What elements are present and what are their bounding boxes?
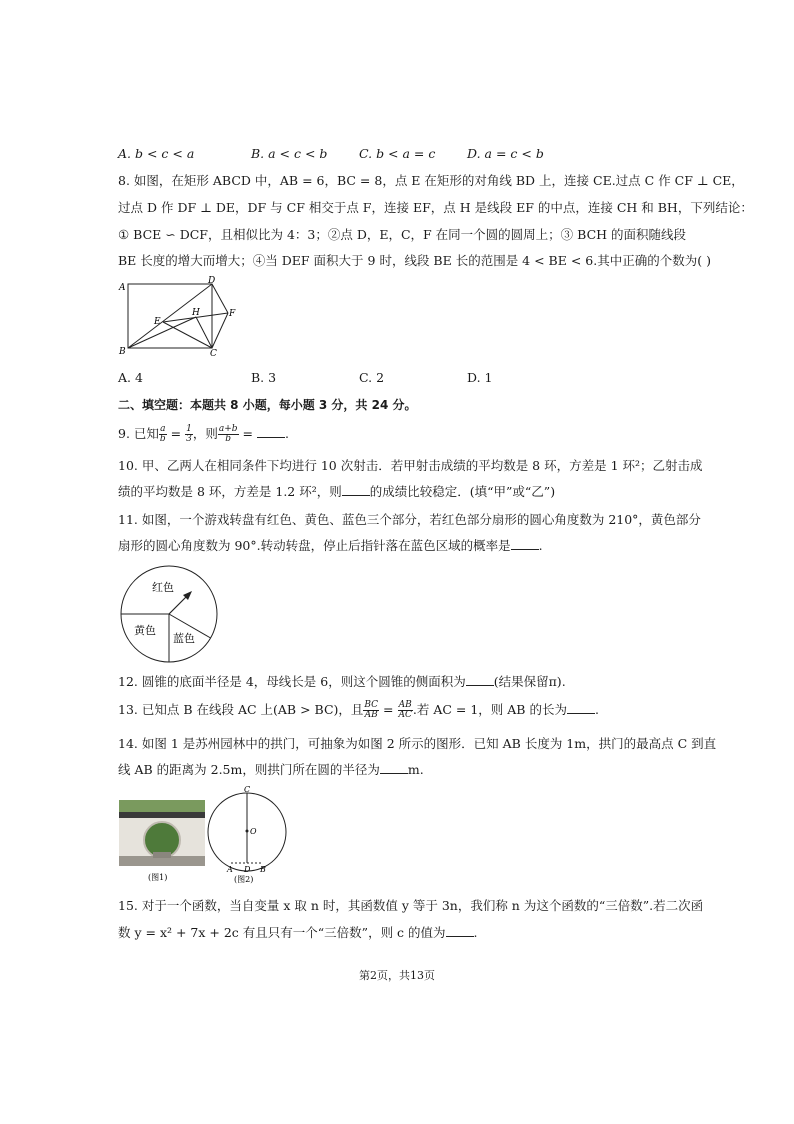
q7-option-d: D. a = c < b [467,146,544,161]
q8-option-d: D. 1 [467,370,493,385]
q7-option-b: B. a < c < b [251,146,328,161]
q8-label-d: D [208,276,216,286]
q11-line-2: 扇形的圆心角度数为 90°.转动转盘，停止后指针落在蓝色区域的概率是 . [118,538,543,553]
q7-option-a: A. b < c < a [118,146,195,161]
q14-line-2: 线 AB 的距离为 2.5m，则拱门所在圆的半径为 m. [118,762,424,777]
q8-option-b: B. 3 [251,370,277,385]
q9-fraction-2: $\frac{1}{3}$ [186,424,192,444]
q14-figure-1-photo [119,800,205,882]
q14-fig2-caption: (图2) [234,875,254,884]
q8-line-4: BE 长度的增大而增大；④当 DEF 面积大于 9 时，线段 BE 长的范围是 4 < BE < 6.其中正确的个数为( ) [118,253,711,268]
q8-line-3: ① BCE ∽ DCF，且相似比为 4：3；②点 D，E，C，F 在同一个圆的圆周上；③ BCH 的面积随线段 [118,227,687,242]
q8-line-2: 过点 D 作 DF ⊥ DE，DF 与 CF 相交于点 F，连接 EF，点 H 是线段 EF 的中点，连接 CH 和 BH，下列结论： [118,200,753,215]
q14-label-d: D [244,865,251,874]
q13-line: 13. 已知点 B 在线段 AC 上(AB > BC)，且 $\frac{BC}{AB}$ = $\frac{AB}{AC}$ .若 AC = 1，则 AB 的长为 . [118,700,599,720]
q14-answer-blank[interactable] [380,761,408,774]
q11-answer-blank[interactable] [511,537,539,550]
q8-option-a: A. 4 [118,370,143,385]
q11-spinner-figure [116,564,224,664]
q8-line-1: 8. 如图，在矩形 ABCD 中，AB = 6，BC = 8，点 E 在矩形的对角线 BD 上，连接 CE.过点 C 作 CF ⊥ CE， [118,173,744,188]
q11-label-red: 红色 [152,581,174,594]
q11-line-1: 11. 如图，一个游戏转盘有红色、黄色、蓝色三个部分，若红色部分扇形的圆心角度数为 210°，黄色部分 [118,512,701,527]
q10-line-1: 10. 甲、乙两人在相同条件下均进行 10 次射击．若甲射击成绩的平均数是 8 环，方差是 1 环²；乙射击成 [118,458,703,473]
q8-label-e: E [154,317,161,327]
q8-label-c: C [210,349,217,358]
page-footer: 第2页，共13页 [359,969,435,982]
q14-figure-2-diagram [206,786,296,886]
q14-label-o: O [250,827,257,836]
q9-line: 9. 已知 $\frac{a}{b}$ = $\frac{1}{3}$ ，则 $\frac{a+b}{b}$ = . [118,424,289,444]
q15-line-2: 数 y = x² + 7x + 2c 有且只有一个“三倍数”，则 c 的值为 . [118,925,478,940]
q9-fraction-1: $\frac{a}{b}$ [159,424,166,444]
q15-answer-blank[interactable] [446,924,474,937]
q8-label-h: H [192,308,200,318]
q14-line-1: 14. 如图 1 是苏州园林中的拱门，可抽象为如图 2 所示的图形．已知 AB 长度为 1m，拱门的最高点 C 到直 [118,736,717,751]
q13-fraction-1: $\frac{BC}{AB}$ [364,700,379,720]
section-heading: 二、填空题：本题共 8 小题，每小题 3 分，共 24 分。 [118,398,417,412]
q14-label-a: A [227,865,233,874]
q14-fig1-caption: (图1) [148,873,168,882]
q13-answer-blank[interactable] [567,701,595,714]
q7-option-c: C. b < a = c [359,146,436,161]
q9-answer-blank[interactable] [257,425,285,438]
q8-label-a: A [119,283,126,293]
q8-label-b: B [119,347,126,357]
q8-label-f: F [229,309,236,319]
q12-line: 12. 圆锥的底面半径是 4，母线长是 6，则这个圆锥的侧面积为 (结果保留π). [118,674,566,689]
q10-answer-blank[interactable] [342,483,370,496]
q12-answer-blank[interactable] [466,673,494,686]
q11-label-yellow: 黄色 [134,624,156,637]
q15-line-1: 15. 对于一个函数，当自变量 x 取 n 时，其函数值 y 等于 3n，我们称 n 为这个函数的“三倍数”.若二次函 [118,898,704,913]
q8-rectangle-figure [116,276,246,358]
q13-fraction-2: $\frac{AB}{AC}$ [398,700,412,720]
q14-label-b: B [260,865,266,874]
q8-option-c: C. 2 [359,370,385,385]
q11-label-blue: 蓝色 [173,632,195,645]
q9-fraction-3: $\frac{a+b}{b}$ [218,424,238,444]
q14-label-c: C [244,786,251,794]
q10-line-2: 绩的平均数是 8 环，方差是 1.2 环²，则 的成绩比较稳定．(填“甲”或“乙”) [118,484,556,499]
